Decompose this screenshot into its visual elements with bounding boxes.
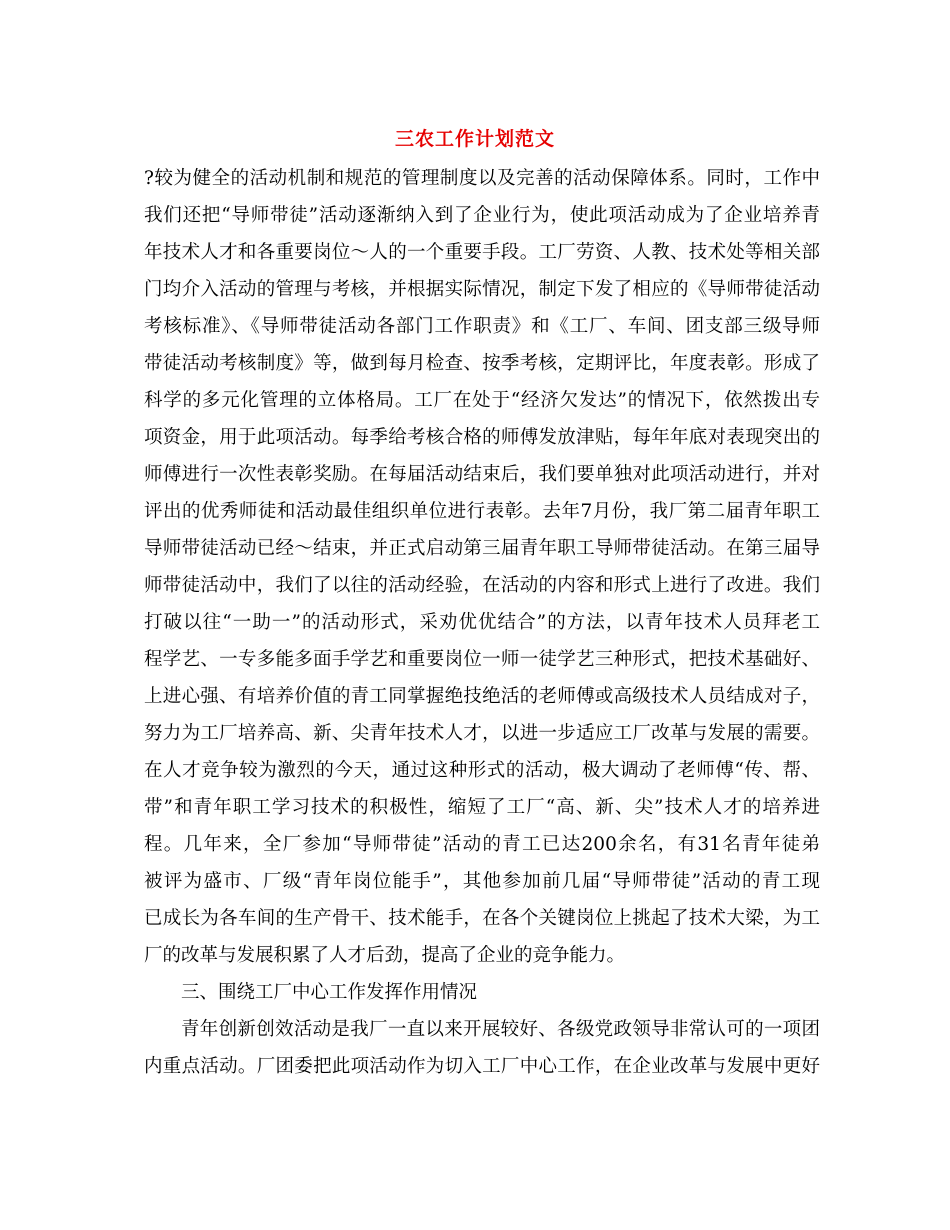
body-line: 内重点活动。厂团委把此项活动作为切入工厂中心工作，在企业改革与发展中更好 [144, 1056, 820, 1077]
body-line: 带”和青年职工学习技术的积极性，缩短了工厂“高、新、尖”技术人才的培养进 [144, 797, 820, 818]
body-line: 科学的多元化管理的立体格局。工厂在处于“经济欠发达”的情况下，依然拨出专 [144, 390, 820, 411]
document-body [144, 160, 820, 1085]
body-line: ?较为健全的活动机制和规范的管理制度以及完善的活动保障体系。同时，工作中 [144, 168, 820, 189]
body-line: 师带徒活动中，我们了以往的活动经验，在活动的内容和形式上进行了改进。我们 [144, 575, 820, 596]
section-heading: 三、围绕工厂中心工作发挥作用情况 [181, 982, 478, 1003]
body-line: 项资金，用于此项活动。每季给考核合格的师傅发放津贴，每年年底对表现突出的 [144, 427, 820, 448]
body-line: 评出的优秀师徒和活动最佳组织单位进行表彰。去年7月份，我厂第二届青年职工 [144, 501, 820, 522]
body-line: 已成长为各车间的生产骨干、技术能手，在各个关键岗位上挑起了技术大梁，为工 [144, 908, 820, 929]
body-line: 门均介入活动的管理与考核，并根据实际情况，制定下发了相应的《导师带徒活动 [144, 279, 820, 300]
body-line: 被评为盛市、厂级“青年岗位能手”，其他参加前几届“导师带徒”活动的青工现 [144, 871, 820, 892]
body-line: 考核标准》、《导师带徒活动各部门工作职责》和《工厂、车间、团支部三级导师 [144, 316, 820, 337]
body-line: 青年创新创效活动是我厂一直以来开展较好、各级党政领导非常认可的一项团 [181, 1019, 820, 1040]
body-line: 上进心强、有培养价值的青工同掌握绝技绝活的老师傅或高级技术人员结成对子， [144, 686, 820, 707]
body-line: 程。几年来，全厂参加“导师带徒”活动的青工已达200余名，有31名青年徒弟 [144, 834, 820, 855]
body-line: 打破以往“一助一”的活动形式，采劝优优结合”的方法，以青年技术人员拜老工 [144, 612, 820, 633]
body-line: 导师带徒活动已经～结束，并正式启动第三届青年职工导师带徒活动。在第三届导 [144, 538, 820, 559]
body-line: 师傅进行一次性表彰奖励。在每届活动结束后，我们要单独对此项活动进行，并对 [144, 464, 820, 485]
body-line: 厂的改革与发展积累了人才后劲，提高了企业的竞争能力。 [144, 945, 626, 966]
body-line: 年技术人才和各重要岗位～人的一个重要手段。工厂劳资、人教、技术处等相关部 [144, 242, 820, 263]
body-line: 我们还把“导师带徒”活动逐渐纳入到了企业行为，使此项活动成为了企业培养青 [144, 205, 820, 226]
body-line: 在人才竞争较为激烈的今天，通过这种形式的活动，极大调动了老师傅“传、帮、 [144, 760, 820, 781]
body-line: 带徒活动考核制度》等，做到每月检查、按季考核，定期评比，年度表彰。形成了 [144, 353, 820, 374]
body-line: 努力为工厂培养高、新、尖青年技术人才，以进一步适应工厂改革与发展的需要。 [144, 723, 820, 744]
document-title: 三农工作计划范文 [394, 128, 555, 150]
body-line: 程学艺、一专多能多面手学艺和重要岗位一师一徒学艺三种形式，把技术基础好、 [144, 649, 820, 670]
